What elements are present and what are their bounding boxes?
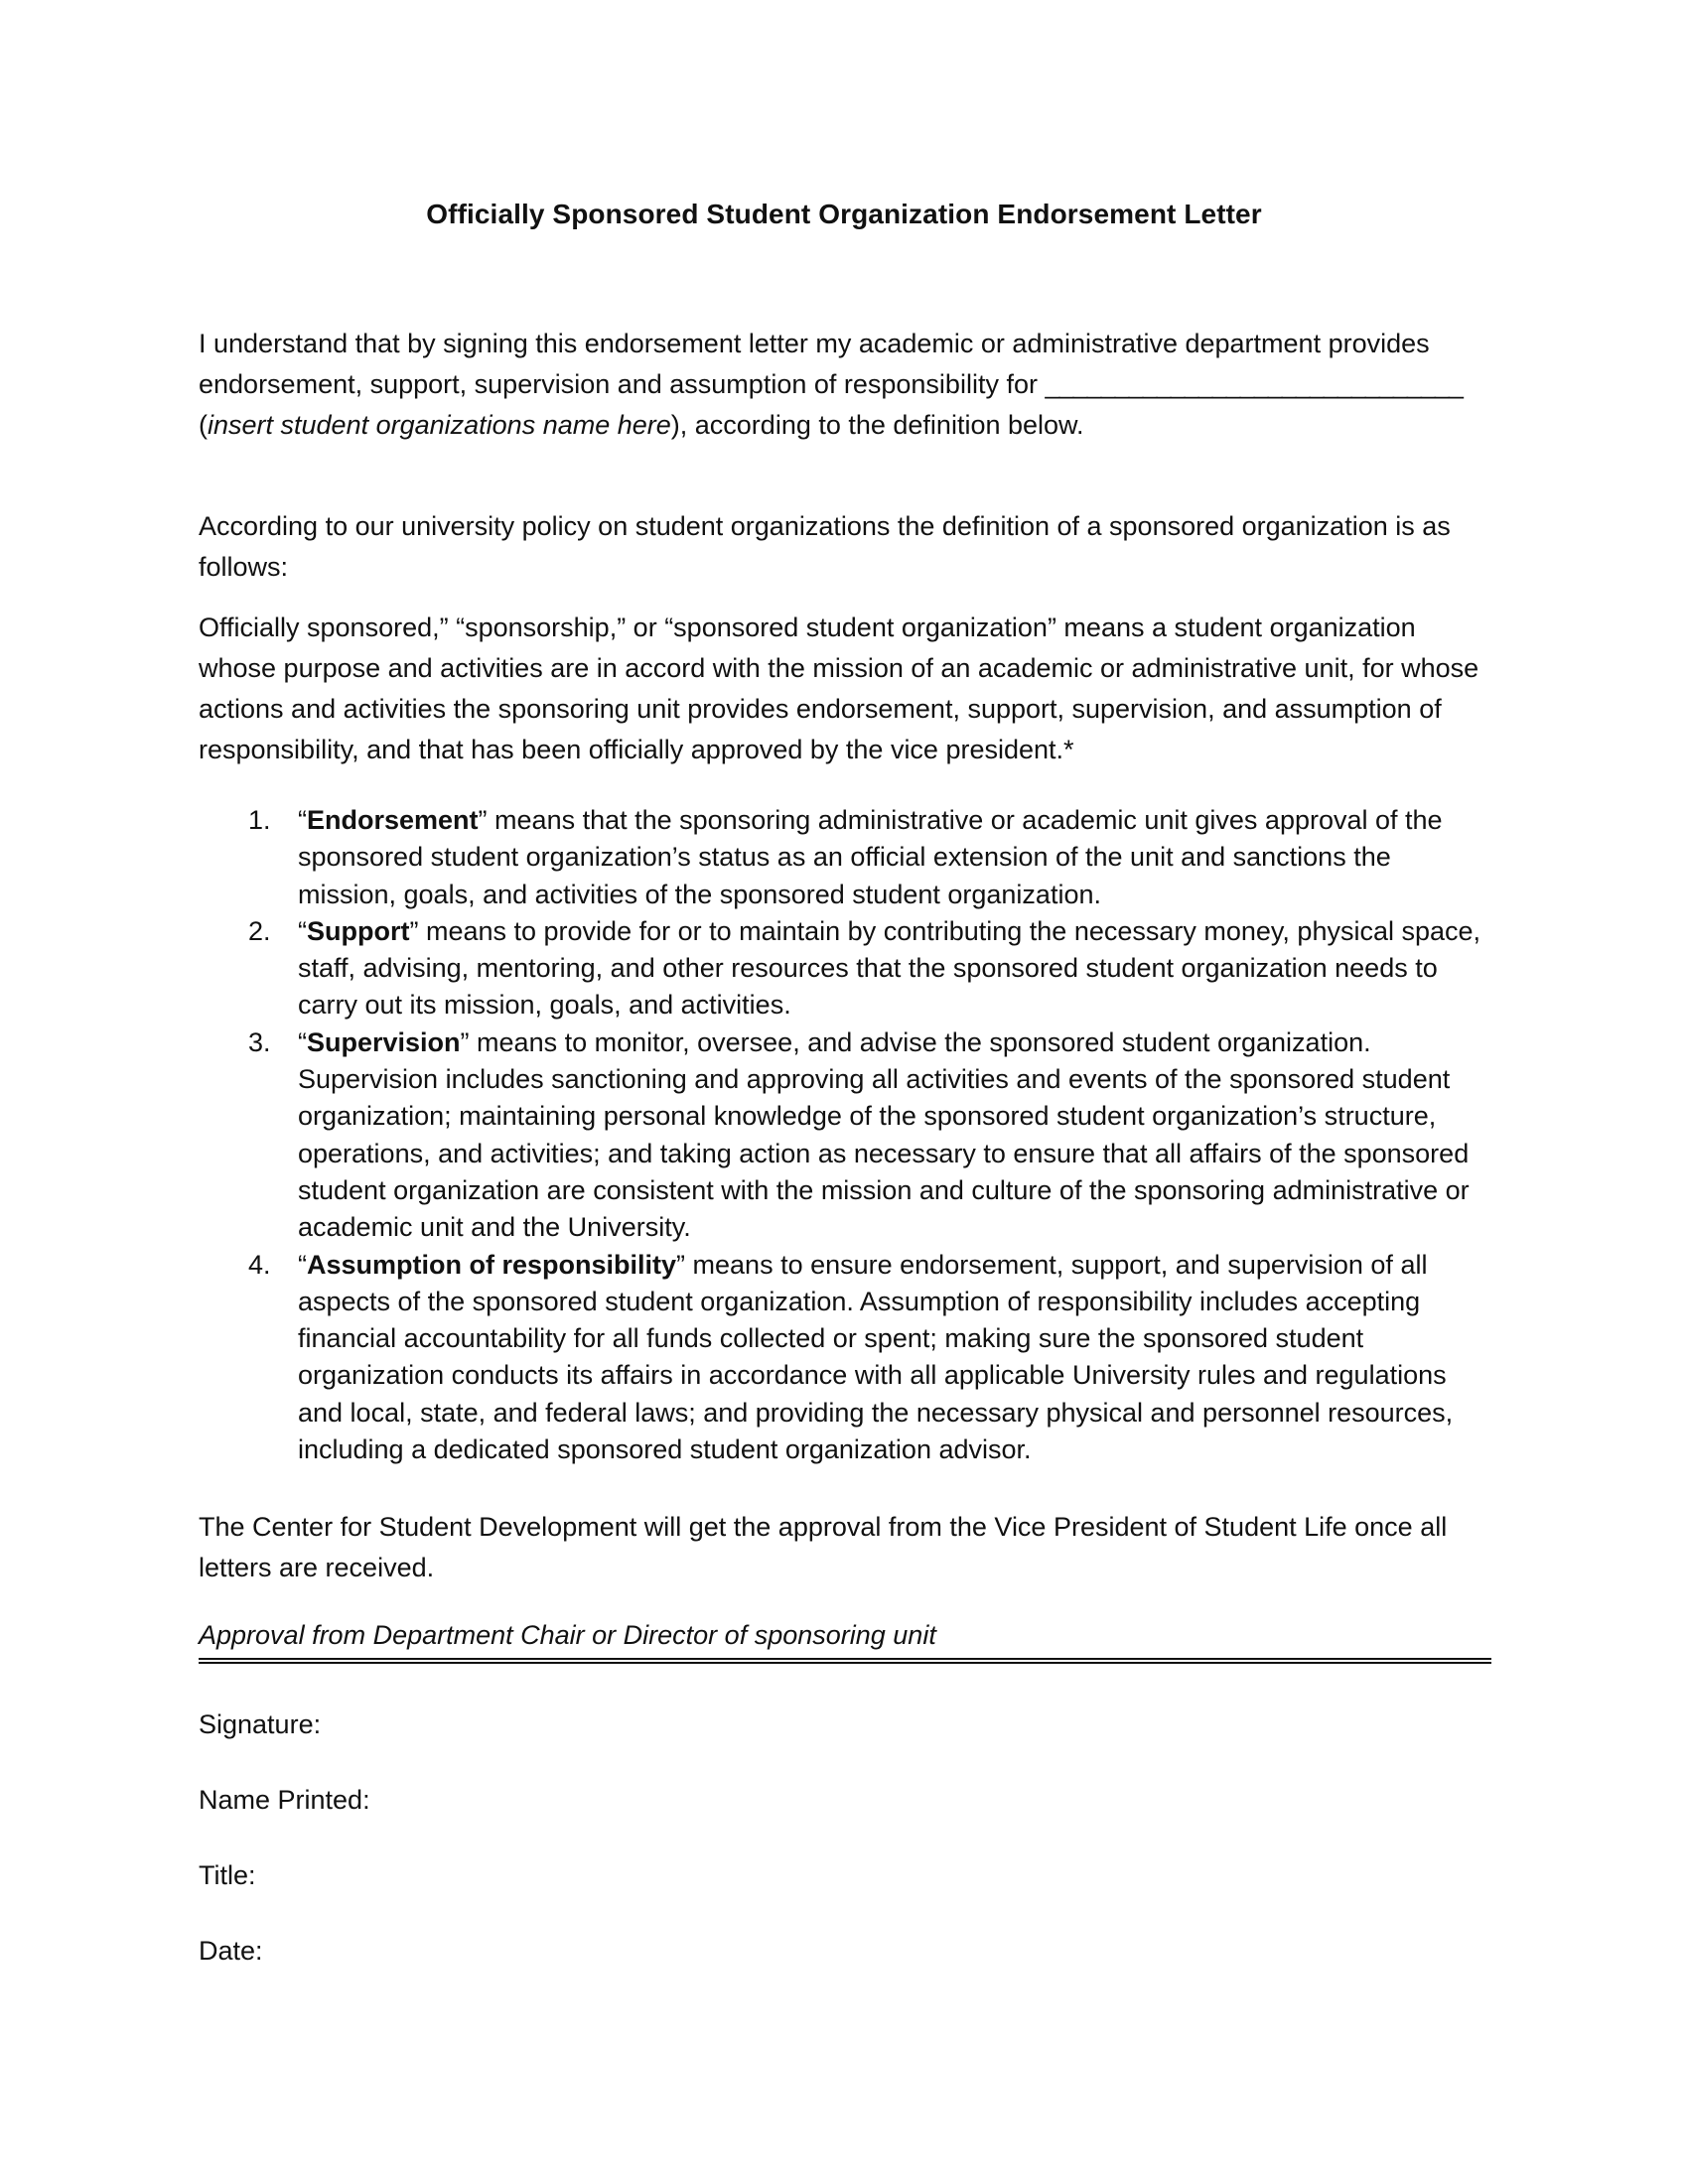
definition-paragraph: Officially sponsored,” “sponsorship,” or “sponsored student organization” means a student organization whose purpose and activities are in accord with the mission of an academic or administrative unit, for whose actions and activities the sponsoring unit provides endorsement, support, supervision, and assumption of responsibility, and that has been officially approved by the vice president.*	[199, 613, 1479, 764]
intro-paren-open: (	[199, 410, 208, 440]
list-item	[199, 1247, 1489, 1469]
list-item-term: Assumption of responsibility	[307, 1249, 677, 1280]
list-item-open-quote: “	[298, 915, 307, 946]
list-item-number: 1.	[248, 805, 271, 835]
intro-text: I understand that by signing this endorsement letter my academic or administrative department provides endorsement, support, supervision and assumption of responsibility for	[199, 329, 1430, 399]
policy-intro-paragraph: According to our university policy on student organizations the definition of a sponsored organization is as follows:	[199, 511, 1451, 582]
organization-name-blank: ______________________________	[1045, 369, 1463, 399]
list-item	[199, 802, 1489, 913]
list-item-text: ” means to provide for or to maintain by contributing the necessary money, physical space, staff, advising, mentoring, and other resources that the sponsored student organization needs to carry out its mission, goals, and activities.	[298, 915, 1481, 1021]
list-item-open-quote: “	[298, 1026, 307, 1057]
center-note-paragraph: The Center for Student Development will get the approval from the Vice President of Student Life once all letters are received.	[199, 1512, 1448, 1582]
list-item-term: Supervision	[307, 1026, 461, 1057]
organization-name-instruction: insert student organizations name here	[208, 410, 671, 440]
title-label: Title:	[199, 1860, 256, 1890]
name-printed-label: Name Printed:	[199, 1785, 370, 1815]
double-rule-divider	[199, 1658, 1491, 1664]
list-item-term: Endorsement	[307, 805, 479, 835]
list-item-term: Support	[307, 915, 410, 946]
intro-paragraph	[199, 324, 1489, 446]
list-item-open-quote: “	[298, 805, 307, 835]
signature-label: Signature:	[199, 1709, 322, 1739]
approval-heading: Approval from Department Chair or Director of sponsoring unit	[199, 1620, 936, 1650]
list-item-text: ” means to monitor, oversee, and advise the sponsored student organization. Supervision includes sanctioning and approving all activities and events of the sponsored student organization; maintaining personal knowledge of the sponsored student organization’s structure, operations, and activities; and taking action as necessary to ensure that all affairs of the sponsored student organization are consistent with the mission and culture of the sponsoring administrative or academic unit and the University.	[298, 1026, 1470, 1243]
list-item-text: ” means to ensure endorsement, support, and supervision of all aspects of the sponsored student organization. Assumption of responsibility includes accepting financial accountability for all funds collected or spent; making sure the sponsored student organization conducts its affairs in accordance with all applicable University rules and regulations and local, state, and federal laws; and providing the necessary physical and personnel resources, including a dedicated sponsored student organization advisor.	[298, 1249, 1454, 1465]
list-item-number: 3.	[248, 1026, 271, 1057]
intro-text-after: ), according to the definition below.	[670, 410, 1084, 440]
letter-page	[199, 0, 1489, 2184]
list-item-text: ” means that the sponsoring administrative or academic unit gives approval of the sponsored student organization’s status as an official extension of the unit and sanctions the mission, goals, and activities of the sponsored student organization.	[298, 805, 1443, 909]
list-item-number: 2.	[248, 915, 271, 946]
list-item-number: 4.	[248, 1249, 271, 1280]
document-title: Officially Sponsored Student Organization Endorsement Letter	[426, 199, 1262, 229]
list-item	[199, 1024, 1489, 1247]
list-item	[199, 913, 1489, 1024]
date-label: Date:	[199, 1936, 263, 1966]
list-item-open-quote: “	[298, 1249, 307, 1280]
definition-list	[199, 802, 1489, 1468]
